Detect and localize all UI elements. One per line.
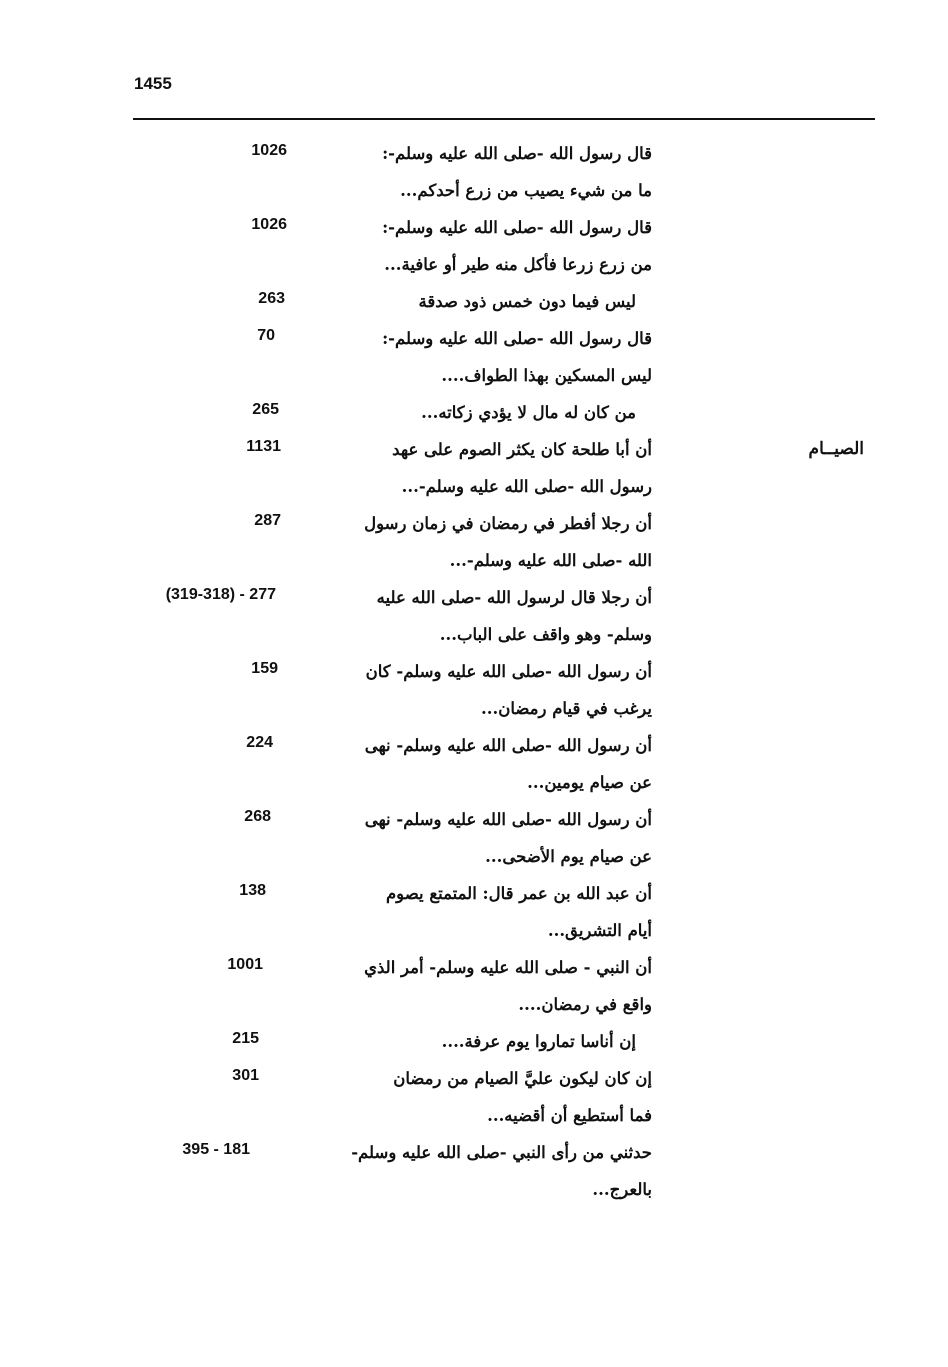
- index-entry: [0, 1065, 948, 1139]
- hadith-text-continuation: ليس المسكين بهذا الطواف....: [441, 366, 652, 385]
- entry-line: [0, 177, 948, 214]
- section-label: الصيــام: [808, 439, 864, 459]
- entry-line: [0, 251, 948, 288]
- hadith-text-continuation: واقع في رمضان....: [518, 995, 652, 1014]
- entry-line: [0, 695, 948, 732]
- entry-line: [0, 621, 948, 658]
- reference-number: 287: [254, 512, 281, 529]
- entry-line: [0, 880, 948, 917]
- reference-number: 1026: [251, 216, 287, 233]
- reference-number: 159: [251, 660, 278, 677]
- index-entry: [0, 436, 948, 510]
- entry-line: [0, 732, 948, 769]
- reference-number: 1026: [251, 142, 287, 159]
- hadith-text-continuation: عن صيام يومين...: [527, 773, 652, 792]
- reference-number: 224: [246, 734, 273, 751]
- entry-line: [0, 1176, 948, 1213]
- entry-line: [0, 288, 948, 325]
- index-entry: [0, 584, 948, 658]
- reference-number: 395 - 181: [182, 1141, 250, 1158]
- reference-number: 1001: [227, 956, 263, 973]
- hadith-text: ليس فيما دون خمس ذود صدقة: [418, 292, 636, 311]
- index-entry: [0, 1139, 948, 1213]
- index-entry: [0, 325, 948, 399]
- entry-line: [0, 1102, 948, 1139]
- entry-line: [0, 991, 948, 1028]
- hadith-text: أن رجلا قال لرسول الله -صلى الله عليه: [376, 588, 652, 607]
- hadith-text: أن رسول الله -صلى الله عليه وسلم- نهى: [364, 736, 652, 755]
- entry-line: [0, 547, 948, 584]
- hadith-text: حدثني من رأى النبي -صلى الله عليه وسلم-: [351, 1143, 652, 1162]
- index-entry: [0, 399, 948, 436]
- entry-line: [0, 843, 948, 880]
- reference-number: 263: [258, 290, 285, 307]
- entry-line: [0, 1028, 948, 1065]
- reference-number: 1131: [246, 438, 281, 455]
- hadith-text: قال رسول الله -صلى الله عليه وسلم-:: [382, 218, 652, 237]
- entry-line: [0, 806, 948, 843]
- reference-number: 301: [232, 1067, 259, 1084]
- hadith-text: إن كان ليكون عليَّ الصيام من رمضان: [393, 1069, 652, 1088]
- entry-line: [0, 917, 948, 954]
- hadith-text: أن رجلا أفطر في رمضان في زمان رسول: [364, 514, 652, 533]
- hadith-text: أن رسول الله -صلى الله عليه وسلم- نهى: [364, 810, 652, 829]
- hadith-text: من كان له مال لا يؤدي زكاته...: [421, 403, 636, 422]
- reference-number: 138: [239, 882, 266, 899]
- hadith-text: أن رسول الله -صلى الله عليه وسلم- كان: [365, 662, 652, 681]
- reference-number: 215: [232, 1030, 259, 1047]
- hadith-text: أن النبي - صلى الله عليه وسلم- أمر الذي: [364, 958, 652, 977]
- hadith-text-continuation: يرغب في قيام رمضان...: [480, 699, 652, 718]
- reference-number: 70: [257, 327, 275, 344]
- hadith-text-continuation: أيام التشريق...: [547, 921, 652, 940]
- entry-line: [0, 436, 948, 473]
- hadith-text-continuation: بالعرج...: [592, 1180, 652, 1199]
- hadith-text-continuation: فما أستطيع أن أقضيه...: [487, 1106, 652, 1125]
- index-entry: [0, 954, 948, 1028]
- entry-line: [0, 362, 948, 399]
- index-entry: [0, 658, 948, 732]
- entry-line: [0, 954, 948, 991]
- hadith-text-continuation: وسلم- وهو واقف على الباب...: [439, 625, 652, 644]
- hadith-text-continuation: ما من شيء يصيب من زرع أحدكم...: [400, 181, 652, 200]
- entry-line: [0, 473, 948, 510]
- hadith-text: أن أبا طلحة كان يكثر الصوم على عهد: [392, 440, 652, 459]
- entry-line: [0, 399, 948, 436]
- index-entry: [0, 214, 948, 288]
- entry-line: [0, 769, 948, 806]
- entry-line: [0, 140, 948, 177]
- index-entry: [0, 880, 948, 954]
- hadith-text: أن عبد الله بن عمر قال: المتمتع يصوم: [385, 884, 652, 903]
- entry-line: [0, 658, 948, 695]
- hadith-text: قال رسول الله -صلى الله عليه وسلم-:: [382, 329, 652, 348]
- hadith-text-continuation: عن صيام يوم الأضحى...: [485, 847, 652, 866]
- entry-line: [0, 1139, 948, 1176]
- index-entry: [0, 510, 948, 584]
- header-rule: [133, 118, 875, 120]
- hadith-text-continuation: الله -صلى الله عليه وسلم-...: [449, 551, 652, 570]
- index-entry: [0, 732, 948, 806]
- hadith-index-list: [0, 140, 948, 1213]
- reference-number: 265: [252, 401, 279, 418]
- reference-number: 268: [244, 808, 271, 825]
- reference-number: (319-318) - 277: [165, 586, 276, 603]
- hadith-text: قال رسول الله -صلى الله عليه وسلم-:: [382, 144, 652, 163]
- page-number: 1455: [134, 74, 172, 93]
- index-entry: [0, 1028, 948, 1065]
- entry-line: [0, 510, 948, 547]
- hadith-text: إن أناسا تماروا يوم عرفة....: [441, 1032, 636, 1051]
- entry-line: [0, 325, 948, 362]
- entry-line: [0, 1065, 948, 1102]
- entry-line: [0, 214, 948, 251]
- hadith-text-continuation: من زرع زرعا فأكل منه طير أو عافية...: [384, 255, 652, 274]
- hadith-text-continuation: رسول الله -صلى الله عليه وسلم-...: [401, 477, 652, 496]
- index-entry: [0, 806, 948, 880]
- index-entry: [0, 288, 948, 325]
- entry-line: [0, 584, 948, 621]
- index-entry: [0, 140, 948, 214]
